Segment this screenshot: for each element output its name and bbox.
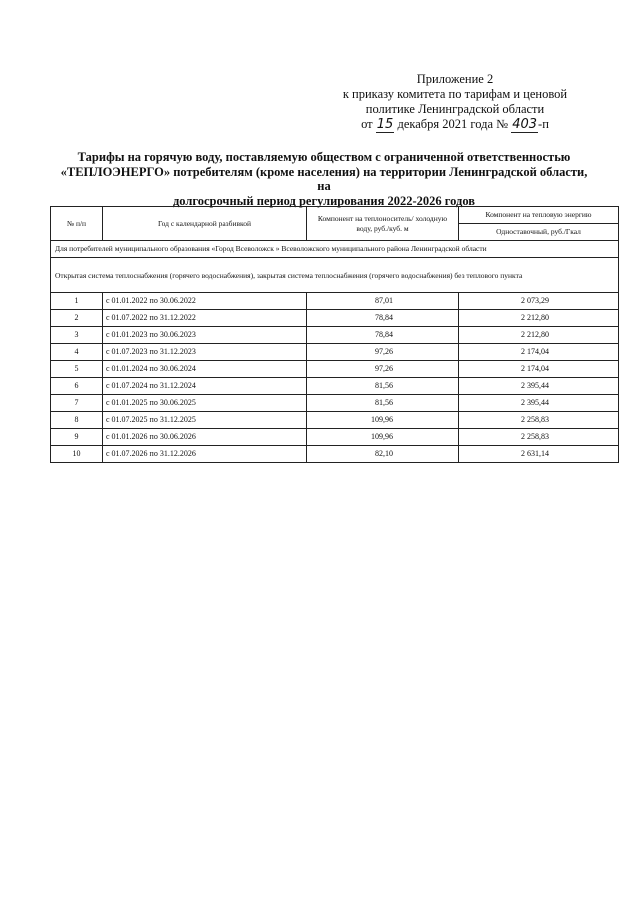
row-coolant: 109,96 (307, 429, 459, 446)
row-num: 10 (51, 446, 103, 463)
appendix-line-3: политике Ленинградской области (365, 102, 545, 116)
row-num: 1 (51, 293, 103, 310)
row-num: 9 (51, 429, 103, 446)
row-num: 2 (51, 310, 103, 327)
row-period: с 01.01.2023 по 30.06.2023 (103, 327, 307, 344)
row-energy: 2 073,29 (459, 293, 619, 310)
row-energy: 2 212,80 (459, 310, 619, 327)
appendix-line-2: к приказу комитета по тарифам и ценовой (342, 87, 568, 101)
row-period: с 01.01.2022 по 30.06.2022 (103, 293, 307, 310)
header-coolant: Компонент на теплоноситель/ холодную воду, руб./куб. м (307, 207, 459, 241)
row-energy: 2 258,83 (459, 429, 619, 446)
row-energy: 2 174,04 (459, 361, 619, 378)
row-energy: 2 631,14 (459, 446, 619, 463)
table-row (51, 395, 619, 412)
handwritten-day: 15 (376, 117, 394, 132)
row-num: 7 (51, 395, 103, 412)
row-energy: 2 395,44 (459, 395, 619, 412)
table-row (51, 378, 619, 395)
table-row (51, 412, 619, 429)
appendix-line-1: Приложение 2 (416, 72, 494, 86)
row-energy: 2 258,83 (459, 412, 619, 429)
row-energy: 2 395,44 (459, 378, 619, 395)
system-label: Открытая система теплоснабжения (горячего водоснабжения), закрытая система теплоснабжения (горячего водоснабжения) без теплового пункта (51, 258, 619, 293)
row-coolant: 87,01 (307, 293, 459, 310)
appendix-date-line (330, 117, 580, 132)
date-prefix: от (361, 117, 373, 131)
title-line-3: долгосрочный период регулирования 2022-2026 годов (172, 193, 476, 208)
row-period: с 01.01.2024 по 30.06.2024 (103, 361, 307, 378)
group-label: Для потребителей муниципального образования «Город Всеволожск » Всеволожского муниципального района Ленинградской области (51, 241, 619, 258)
row-period: с 01.07.2022 по 31.12.2022 (103, 310, 307, 327)
table-row (51, 327, 619, 344)
document-title (60, 150, 588, 208)
order-suffix: -п (538, 117, 549, 131)
date-middle: декабря 2021 года № (397, 117, 509, 131)
tariff-table (50, 206, 619, 463)
header-num: № п/п (51, 207, 103, 241)
row-coolant: 78,84 (307, 327, 459, 344)
title-line-1: Тарифы на горячую воду, поставляемую обществом с ограниченной ответственностью (77, 150, 571, 164)
row-num: 8 (51, 412, 103, 429)
table-row (51, 446, 619, 463)
header-energy: Компонент на тепловую энергию (459, 207, 619, 224)
title-line-2: «ТЕПЛОЭНЕРГО» потребителям (кроме населения) на территории Ленинградской области, на (60, 164, 588, 193)
row-coolant: 81,56 (307, 395, 459, 412)
row-energy: 2 174,04 (459, 344, 619, 361)
header-period: Год с календарной разбивкой (103, 207, 307, 241)
row-period: с 01.07.2025 по 31.12.2025 (103, 412, 307, 429)
table-row (51, 293, 619, 310)
row-coolant: 82,10 (307, 446, 459, 463)
row-period: с 01.07.2023 по 31.12.2023 (103, 344, 307, 361)
row-coolant: 97,26 (307, 361, 459, 378)
row-num: 6 (51, 378, 103, 395)
handwritten-order-number: 403 (512, 117, 538, 132)
row-num: 5 (51, 361, 103, 378)
appendix-header (330, 72, 580, 132)
row-num: 3 (51, 327, 103, 344)
table-row (51, 310, 619, 327)
table-row (51, 344, 619, 361)
row-period: с 01.07.2026 по 31.12.2026 (103, 446, 307, 463)
row-coolant: 109,96 (307, 412, 459, 429)
header-energy-sub: Одноставочный, руб./Гкал (459, 224, 619, 241)
row-period: с 01.01.2026 по 30.06.2026 (103, 429, 307, 446)
row-period: с 01.07.2024 по 31.12.2024 (103, 378, 307, 395)
row-energy: 2 212,80 (459, 327, 619, 344)
row-num: 4 (51, 344, 103, 361)
row-coolant: 78,84 (307, 310, 459, 327)
table-row (51, 429, 619, 446)
row-coolant: 97,26 (307, 344, 459, 361)
table-row (51, 361, 619, 378)
row-coolant: 81,56 (307, 378, 459, 395)
row-period: с 01.01.2025 по 30.06.2025 (103, 395, 307, 412)
